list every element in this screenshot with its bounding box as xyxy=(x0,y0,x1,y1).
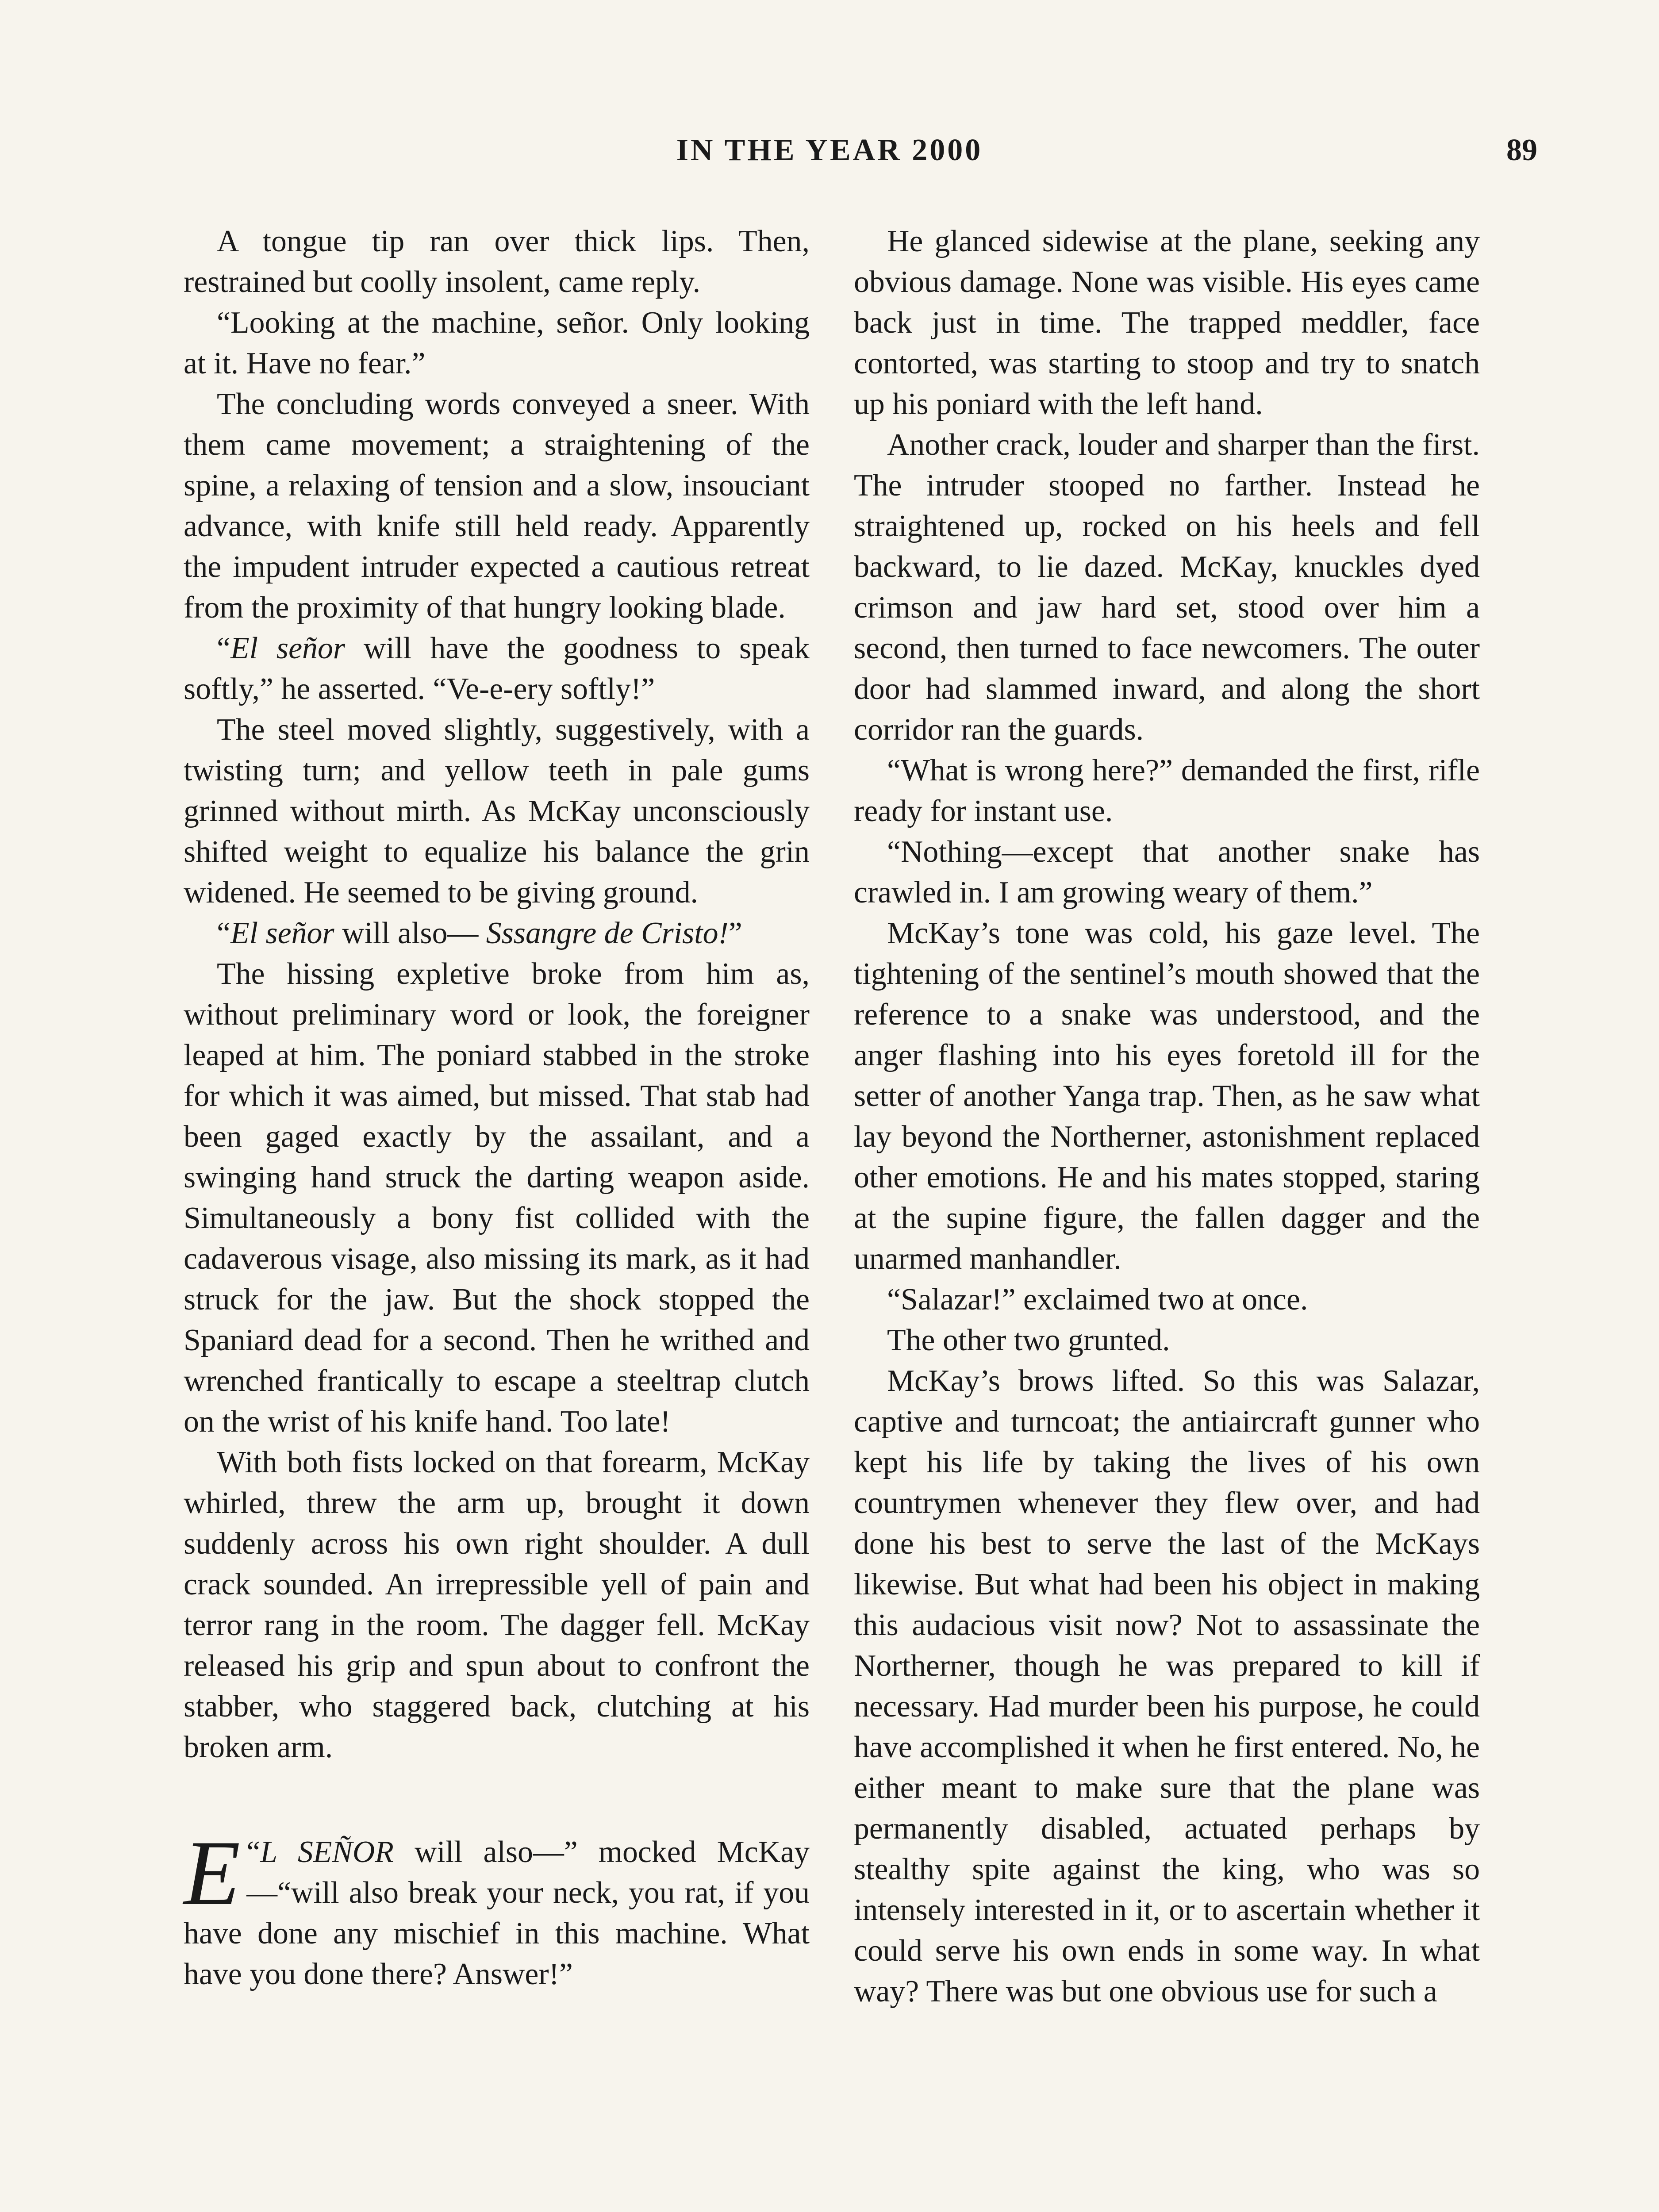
quote-mark: “ xyxy=(246,1835,261,1869)
small-caps-lead: L SEÑOR xyxy=(260,1835,394,1869)
left-column xyxy=(184,221,810,1995)
paragraph: “Looking at the machine, señor. Only looking at it. Have no fear.” xyxy=(184,306,810,380)
paragraph: Another crack, louder and sharper than the first. The intruder stooped no farther. Instead he straightened up, rocked on his heels and fell backward, to lie dazed. McKay, knuckles dyed crimson and jaw hard set, stood over him a second, then turned to face newcomers. The outer door had slammed inward, and along the short corridor ran the guards. xyxy=(854,428,1480,747)
paragraph: A tongue tip ran over thick lips. Then, restrained but coolly insolent, came reply. xyxy=(184,224,810,299)
quote-mark: “ xyxy=(217,916,230,950)
section-opening-paragraph xyxy=(184,1822,810,1995)
italic-phrase: El señor xyxy=(230,916,334,950)
running-title: IN THE YEAR 2000 xyxy=(676,133,983,167)
italic-phrase: El señor xyxy=(230,631,346,665)
paragraph: With both fists locked on that forearm, McKay whirled, threw the arm up, brought it down suddenly across his own right shoulder. A dull crack sounded. An irrepressible yell of pain and terror rang in the room. The dagger fell. McKay released his grip and spun about to confront the stabber, who staggered back, clutching at his broken arm. xyxy=(184,1445,810,1764)
drop-cap: E xyxy=(184,1822,241,1924)
quote-mark: ” xyxy=(728,916,742,950)
paragraph: “Salazar!” exclaimed two at once. xyxy=(887,1283,1308,1317)
page-header xyxy=(0,133,1659,181)
paragraph: McKay’s brows lifted. So this was Salazar, captive and turncoat; the antiaircraft gunner who kept his life by taking the lives of his own countrymen whenever they flew over, and had done his best to serve the last of the McKays likewise. But what had been his object in making this audacious visit now? Not to assassinate the Northerner, though he was prepared to kill if necessary. Had murder been his purpose, he could have accomplished it when he first entered. No, he either meant to make sure that the plane was permanently disabled, actuated perhaps by stealthy spite against the king, who was so intensely interested in it, or to ascertain whether it could serve his own ends in some way. In what way? There was but one obvious use for such a xyxy=(854,1364,1480,2008)
page-number: 89 xyxy=(1506,133,1537,167)
paragraph: The concluding words conveyed a sneer. With them came movement; a straightening of the spine, a relaxing of tension and a slow, insouciant advance, with knife still held ready. Apparently the impudent intruder expected a cautious retreat from the proximity of that hungry looking blade. xyxy=(184,387,810,625)
paragraph: “What is wrong here?” demanded the first, rifle ready for instant use. xyxy=(854,753,1480,828)
italic-phrase: Sssangre de Cristo! xyxy=(486,916,729,950)
paragraph-text: will also—” mocked McKay—“will also break your neck, you rat, if you have done any mischief in this machine. What have you done there? Answer!” xyxy=(184,1835,810,1991)
paragraph: The steel moved slightly, suggestively, with a twisting turn; and yellow teeth in pale gums grinned without mirth. As McKay unconsciously shifted weight to equalize his balance the grin widened. He seemed to be giving ground. xyxy=(184,713,810,910)
paragraph: “Nothing—except that another snake has crawled in. I am growing weary of them.” xyxy=(854,835,1480,910)
paragraph xyxy=(184,628,810,710)
right-column xyxy=(854,221,1480,2012)
paragraph-text: will also— xyxy=(334,916,486,950)
paragraph-text: will have the goodness to speak softly,” he asserted. “Ve-e-ery softly!” xyxy=(184,631,810,706)
paragraph: The hissing expletive broke from him as, without preliminary word or look, the foreigner leaped at him. The poniard stabbed in the stroke for which it was aimed, but missed. That stab had been gaged exactly by the assailant, and a swinging hand struck the darting weapon aside. Simultaneously a bony fist collided with the cadaverous visage, also missing its mark, as it had struck for the jaw. But the shock stopped the Spaniard dead for a second. Then he writhed and wrenched frantically to escape a steeltrap clutch on the wrist of his knife hand. Too late! xyxy=(184,957,810,1439)
paragraph: He glanced sidewise at the plane, seeking any obvious damage. None was visible. His eyes came back just in time. The trapped meddler, face contorted, was starting to stoop and try to snatch up his poniard with the left hand. xyxy=(854,224,1480,421)
paragraph: The other two grunted. xyxy=(887,1323,1170,1357)
paragraph: McKay’s tone was cold, his gaze level. The tightening of the sentinel’s mouth showed that the reference to a snake was understood, and the anger flashing into his eyes foretold ill for the setter of another Yanga trap. Then, as he saw what lay beyond the Northerner, astonishment replaced other emotions. He and his mates stopped, staring at the supine figure, the fallen dagger and the unarmed manhandler. xyxy=(854,916,1480,1276)
quote-mark: “ xyxy=(217,631,230,665)
paragraph xyxy=(184,913,810,954)
